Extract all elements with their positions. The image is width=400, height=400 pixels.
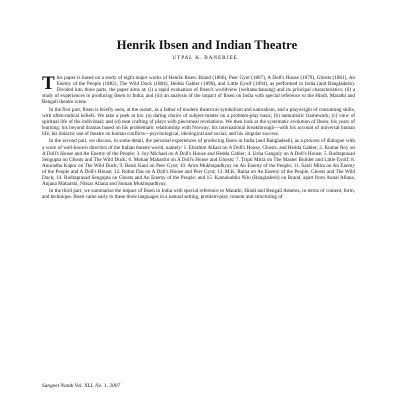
article-body	[42, 75, 355, 200]
article-author: UTPAL K. BANERJEE	[172, 55, 238, 61]
first-part-paragraph: In the first part, Ibsen is briefly seen, at the outset, as a father of modern theatrical symbolism and naturalism, and a playwright of consuming skills, with often-radical beliefs. We take a peek at his: (a) daring choice of subject-matter on a problem-play basis; (b) naturalistic framework; (c) view of spiritual life of the individual; and (d) neat crafting of plays with piecemeal revelations. We then look at the systematic evolution of Ibsen: his years of learning; his beyond dramas based on his problematic relationship with Norway; his international breakthrough—with his account of universal human life; his didactic use of theatre on human conflicts—psychological, ideological and social; and his singular success.	[42, 106, 355, 137]
third-part-paragraph: In the third part, we summarise the impact of Ibsen in India with special reference to Marathi, Hindi and Bengali theatres, in terms of content, form, and technique. Ibsen came early to these three languages in a natural setting, problem-play content and structuring of	[42, 188, 355, 201]
journal-footer: Sangeet Natak Vol. XLI, No. 1, 2007	[42, 383, 121, 389]
abstract-paragraph	[42, 75, 355, 105]
paragraph-text: his paper is based on a study of eight major works of Henrik Ibsen: Brand (1866), Peer Gynt (1867), A Doll's House (1879), Ghosts (1881), An Enemy of the People (1882), The Wild Duck (1884), Hedda Gabler (1890), and Little Eyolf (1894), as performed in India (and Bangladesh). Divided into three parts, the paper aims at: (i) a rapid evaluation of Ibsen's worldview (weltanschauung) and its principal characteristics; (ii) a study of experiences in producing Ibsen in India; and (iii) an analysis of the impact of Ibsen on India with special reference to the Hindi, Marathi and Bengali theatre scene.	[42, 75, 355, 106]
drop-cap: T	[42, 73, 55, 94]
article-title: Henrik Ibsen and Indian Theatre	[116, 38, 298, 52]
second-part-paragraph: In the second part, we discuss, in some detail, the personal experiences of producing Ibsen in India (and Bangladesh), as a process of dialogue with a score of well-known directors of the Indian theatre world, namely: 1. Ebrahim Alkazi on A Doll's House, Ghosts, and Hedda Gabler; 2. Kumar Roy on A Doll's House and An Enemy of the People; 3. Joy Michael on A Doll's House and Hedda Gabler; 4. Usha Ganguly on A Doll's House; 5. Rudraprasad Sengupta on Ghosts and The Wild Duck; 6. Mohan Maharshi on A Doll's House and Ghosts; 7. Tripti Mitra on The Master Builder and Little Eyolf; 8. Anuradha Kapur on The Wild Duck; 9. Bansi Kaul on Peer Gynt; 10. Arun Mukhopadhyay on An Enemy of the People; 11. Saoli Mitra on An Enemy of the People and A Doll's House; 12. Robin Das on A Doll's House and Peer Gynt; 13. M.K. Raina on An Enemy of the People, Ghosts and The Wild Duck; 14. Rudraprasad Sengupta on Ghosts and An Enemy of the People; and 15. Kamaluddin Nilu (Bangladesh) on Brand, apart from Aonal Allana, Anjana Maharshi, Nissar Allana and Suman Mukhopadhyay.	[42, 138, 356, 187]
